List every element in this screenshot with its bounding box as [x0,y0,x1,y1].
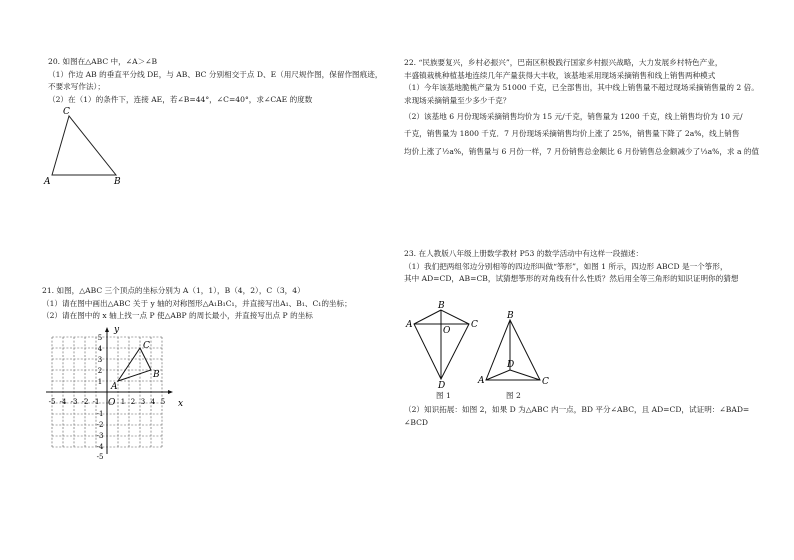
y-tick: -4 [96,443,104,451]
y-axis-label: y [114,325,120,335]
q23-line-4: （2）知识拓展：如图 2，如果 D 为△ABC 内一点，BD 平分∠ABC，且 AD=CD，试证明：∠BAD= [404,405,750,414]
y-tick: 4 [97,345,103,353]
kite-label-d: D [438,381,446,391]
x-tick: 2 [130,398,136,406]
q21-coordinate-grid [42,325,192,461]
q20-line-2: 不要求写作法）； [48,82,105,92]
q20-triangle-figure [40,104,160,194]
q23-line-2: （1）我们把两组邻边分别相等的四边形叫做“筝形”，如图 1 所示，四边形 ABCD 是一个筝形， [404,261,728,271]
q23-line-1: 23. 在人教版八年级上册数学教材 P53 的数学活动中有这样一段描述： [404,249,644,258]
fig2-label-b: B [507,311,514,321]
q21-line-2: （2）请在图中的 x 轴上找一点 P 使△ABP 的周长最小，并直接写出点 P 的坐标 [42,311,313,321]
x-axis-label: x [178,399,184,409]
triangle-abc-on-grid [118,348,151,381]
kite-label-b: B [438,301,445,311]
question-21 [42,285,352,323]
y-tick: -2 [96,421,104,429]
x-tick: -2 [81,398,89,406]
origin-label: O [108,398,116,408]
q22-line-4: 求现场采摘销量至少多少千克？ [404,95,511,105]
x-tick: 5 [160,398,166,406]
q21-line-1: （1）请在图中画出△ABC 关于 y 轴的对称图形△A₁B₁C₁，并直接写出A₁、B₁、C₁的坐标； [42,298,352,308]
q22-line-7: 均价上涨了½a%，销售量与 6 月份一样，7 月份销售总金额比 6 月份销售总金额减少了⅓a%，求 a 的值 [404,146,760,156]
y-tick: -3 [96,432,104,440]
x-tick: -3 [70,398,78,406]
question-23-part-2 [404,404,749,429]
y-tick: -1 [96,410,104,418]
y-tick: 2 [97,367,103,375]
question-20 [48,56,382,106]
q21-title: 21. 如图，△ABC 三个顶点的坐标分别为 A（1，1），B（4，2），C（3，4） [42,286,305,295]
x-tick: -1 [92,398,100,406]
q23-line-3: 其中 AD=CD，AB=CB，试猜想筝形的对角线有什么性质？然后用全等三角形的知识证明你的猜想 [404,274,739,284]
question-22 [404,57,759,158]
q20-line-3: （2）在（1）的条件下，连接 AE，若∠B=44°，∠C=40°，求∠CAE 的度数 [48,94,313,104]
fig2-label-c: C [542,377,549,387]
kite-label-a: A [406,320,413,330]
kite-label-o: O [443,326,451,336]
y-axis-arrow [105,327,109,332]
point-label-a: A [111,382,118,392]
q22-line-6: 千克，销售量为 1800 千克．7 月份现场采摘销售均价上涨了 25%，销售量下降了 2a%，线上销售 [404,128,740,138]
q22-line-1: 22. “民族要复兴，乡村必振兴”，巴南区积极践行国家乡村振兴战略，大力发展乡村特色产业， [404,58,723,67]
x-tick: -4 [59,398,67,406]
x-axis-arrow [168,390,173,394]
point-label-b: B [153,370,160,380]
q20-title: 20. 如图在△ABC 中，∠A＞∠B [48,57,158,66]
q20-line-1: （1）作边 AB 的垂直平分线 DE，与 AB、BC 分别相交于点 D、E（用尺规作图，保留作图痕迹， [48,69,383,79]
fig2-label-a: A [478,376,485,386]
q22-line-5: （2）该基地 6 月份现场采摘销售均价为 15 元/千克，销售量为 1200 千克，线上销售均价为 10 元/ [404,112,743,122]
y-tick: 3 [97,356,103,364]
x-tick: 4 [150,398,156,406]
x-tick: -5 [48,398,56,406]
q23-figure-2-triangle [478,308,558,398]
q23-line-5: ∠BCD [404,417,428,427]
figure-2-caption: 图 2 [506,391,521,400]
y-tick: 1 [97,378,103,386]
q22-line-2: 丰盛镇栽桃种植基地连续几年产量获得大丰收，该基地采用现场采摘销售和线上销售两种模式 [404,70,716,80]
vertex-label-c: C [63,107,70,117]
q23-figure-1-kite [400,300,480,395]
figure-1-caption: 图 1 [436,391,451,400]
vertex-label-a: A [44,177,51,187]
vertex-label-b: B [114,177,121,187]
fig2-label-d: D [507,360,515,370]
y-tick: -5 [96,453,104,461]
triangle-abc [52,116,116,175]
y-tick: 5 [97,334,103,342]
kite-label-c: C [471,320,478,330]
question-23 [404,248,738,286]
q22-line-3: （1）今年该基地脆桃产量为 51000 千克，已全部售出，其中线上销售量不超过现场采摘销售量的 2 倍。 [404,83,759,93]
x-tick: 3 [140,398,146,406]
x-tick: 1 [120,398,126,406]
point-label-c: C [143,341,150,351]
